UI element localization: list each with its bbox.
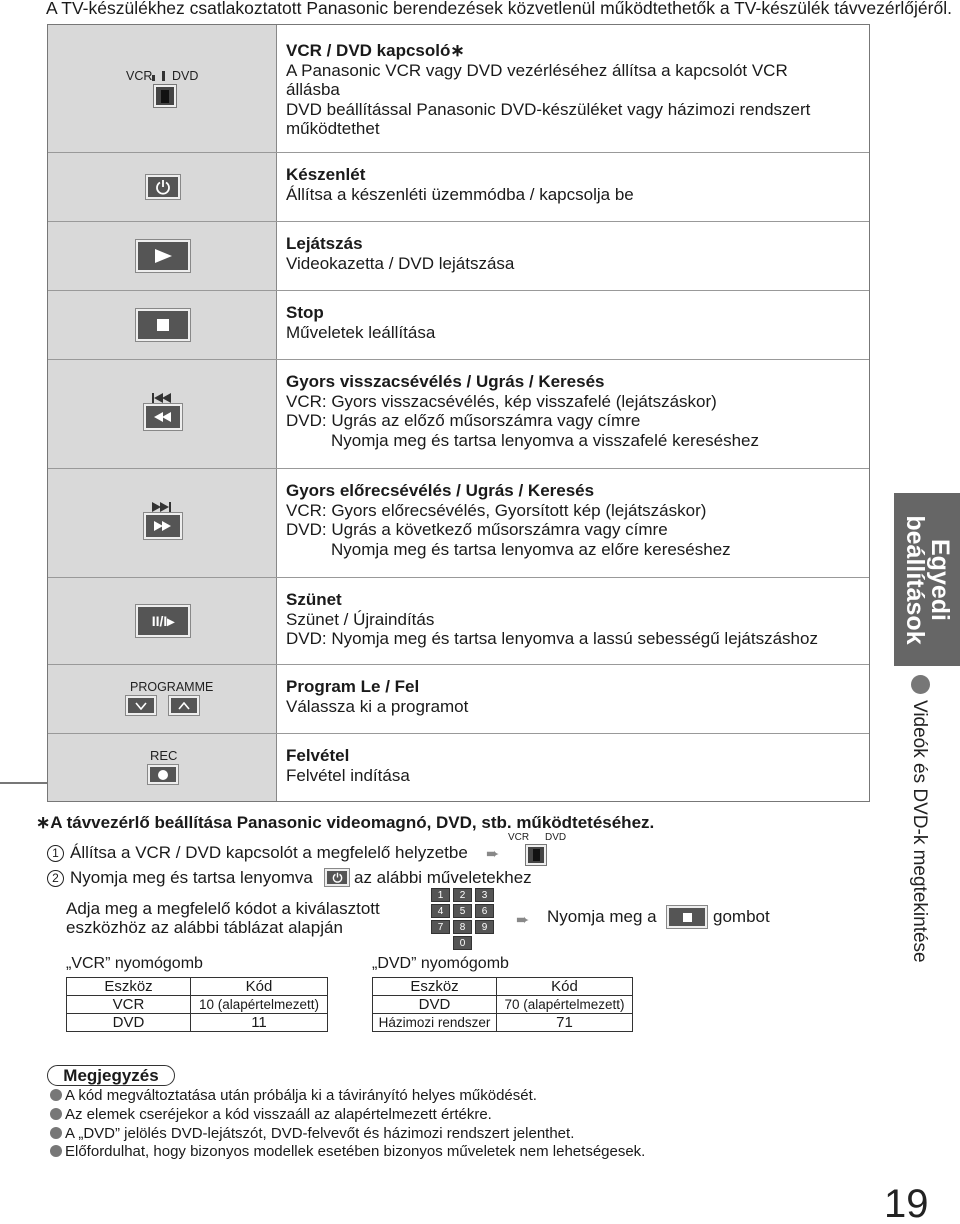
programme-label: PROGRAMME — [130, 680, 214, 694]
keypad-key: 3 — [475, 888, 494, 902]
code-instruction-2: eszközhöz az alábbi táblázat alapján — [66, 918, 343, 937]
table-row — [48, 578, 869, 665]
row-line: DVD: Nyomja meg és tartsa lenyomva a lassú sebességű lejátszáshoz — [286, 629, 818, 648]
rec-label: REC — [150, 748, 178, 763]
table-row — [67, 1014, 328, 1032]
row-line: VCR: Gyors visszacsévélés, kép visszafelé (lejátszáskor) — [286, 391, 717, 411]
arrow-icon: ➨ — [516, 912, 530, 929]
row-title: Lejátszás — [286, 234, 363, 253]
step-number-1: 1 — [47, 845, 64, 862]
table-cell: 71 — [497, 1014, 633, 1032]
pause-icon[interactable]: II/I▸ — [136, 605, 190, 637]
power-icon — [325, 869, 349, 886]
stop-icon[interactable] — [136, 309, 190, 341]
row-line — [286, 431, 759, 451]
program-down-button[interactable] — [126, 696, 156, 715]
table-row — [48, 469, 869, 578]
row-line: DVD: Ugrás az előző műsorszámra vagy címre — [286, 411, 641, 430]
table-row — [373, 996, 633, 1014]
keypad-key: 7 — [431, 920, 450, 934]
row-line: állásba — [286, 80, 340, 99]
table-cell: DVD — [67, 1014, 191, 1032]
row-title: Gyors előrecsévélés / Ugrás / Keresés — [286, 481, 595, 500]
table-row — [48, 734, 869, 803]
row-title: Szünet — [286, 590, 342, 609]
bullet-dot-icon — [50, 1145, 62, 1157]
row-line: Állítsa a készenléti üzemmódba / kapcsolja be — [286, 184, 634, 204]
table-cell: 10 (alapértelmezett) — [191, 996, 328, 1014]
press-text-b: gombot — [713, 907, 770, 926]
row-line-indented: Nyomja meg és tartsa lenyomva az előre kereséshez — [331, 539, 731, 559]
note-text: A „DVD” jelölés DVD-lejátszót, DVD-felvevőt és házimozi rendszert jelenthet. — [65, 1125, 575, 1142]
note-text: Az elemek cseréjekor a kód visszaáll az alapértelmezett értékre. — [65, 1106, 492, 1123]
row-line: Videokazetta / DVD lejátszása — [286, 253, 515, 273]
row-line: Válassza ki a programot — [286, 696, 469, 716]
dvd-label: DVD — [545, 832, 567, 843]
row-line: Műveletek leállítása — [286, 322, 436, 342]
intro-text: A TV-készülékhez csatlakoztatott Panasonic berendezések közvetlenül működtethetők a TV-készülék távvezérlőjéről. — [46, 0, 952, 18]
setup-heading: ∗A távvezérlő beállítása Panasonic videomagnó, DVD, stb. működtetéséhez. — [36, 813, 655, 832]
row-desc — [286, 165, 634, 204]
row-line: VCR: Gyors előrecsévélés, Gyorsított kép (lejátszáskor) — [286, 500, 707, 520]
table-header: Eszköz — [67, 978, 191, 996]
row-line: DVD beállítással Panasonic DVD-készüléket vagy házimozi rendszert — [286, 99, 811, 119]
note-item — [50, 1087, 537, 1104]
code-instruction-1: Adja meg a megfelelő kódot a kiválasztott — [66, 899, 380, 918]
function-table — [47, 24, 870, 802]
bullet-dot-icon — [50, 1089, 62, 1101]
arrow-icon: ➨ — [486, 846, 500, 863]
table-cell: Házimozi rendszer — [373, 1014, 497, 1032]
keypad-key: 6 — [475, 904, 494, 918]
step-1-text: Állítsa a VCR / DVD kapcsolót a megfelelő helyzetbe — [70, 843, 468, 862]
section-subtitle-text: Videók és DVD-k megtekintése — [909, 700, 930, 963]
bullet-dot-icon — [50, 1127, 62, 1139]
stop-icon — [667, 906, 707, 928]
section-tab — [894, 493, 960, 666]
table-row — [373, 1014, 633, 1032]
table-row — [48, 153, 869, 222]
row-desc — [286, 481, 731, 559]
row-title: Program Le / Fel — [286, 677, 420, 696]
keypad-key: 4 — [431, 904, 450, 918]
bullet-dot-icon — [50, 1108, 62, 1120]
note-text: A kód megváltoztatása után próbálja ki a távirányító helyes működését. — [65, 1087, 537, 1104]
row-title: Felvétel — [286, 746, 350, 765]
note-label: Megjegyzés — [47, 1065, 175, 1086]
keypad-key: 5 — [453, 904, 472, 918]
table-row — [48, 665, 869, 734]
bullet-dot-icon — [911, 675, 930, 694]
vcr-label: VCR — [508, 832, 530, 843]
table-cell: DVD — [373, 996, 497, 1014]
note-item — [50, 1143, 645, 1160]
row-line-indented: Nyomja meg és tartsa lenyomva a visszafelé kereséshez — [331, 430, 760, 450]
row-desc — [286, 234, 514, 273]
row-title: Stop — [286, 303, 324, 322]
keypad-key: 9 — [475, 920, 494, 934]
row-line: Felvétel indítása — [286, 765, 410, 785]
vcr-dvd-switch-icon[interactable] — [154, 85, 176, 107]
vcr-label: VCR — [126, 69, 153, 83]
table-header: Kód — [191, 978, 328, 996]
table-header: Kód — [497, 978, 633, 996]
play-icon[interactable] — [136, 240, 190, 272]
setup-step-1 — [47, 843, 468, 863]
row-line: működtethet — [286, 119, 380, 138]
row-line: A Panasonic VCR vagy DVD vezérléséhez állítsa a kapcsolót VCR — [286, 60, 788, 80]
section-tab-line-1: Egyedi — [926, 538, 954, 621]
keypad-key: 1 — [431, 888, 450, 902]
row-title: Gyors visszacsévélés / Ugrás / Keresés — [286, 372, 605, 391]
program-up-button[interactable] — [169, 696, 199, 715]
row-desc — [286, 303, 435, 342]
table-row — [48, 291, 869, 360]
edge-line — [0, 782, 47, 784]
fast-forward-icon[interactable] — [144, 513, 182, 539]
row-desc — [286, 372, 759, 450]
note-text: Előfordulhat, hogy bizonyos modellek esetében bizonyos műveletek nem lehetségesek. — [65, 1143, 646, 1160]
rewind-icon[interactable] — [144, 404, 182, 430]
row-line: DVD: Ugrás a következő műsorszámra vagy címre — [286, 520, 668, 539]
row-desc — [286, 590, 818, 649]
page-number: 19 — [884, 1182, 929, 1224]
row-line — [286, 540, 731, 560]
table-cell: 70 (alapértelmezett) — [497, 996, 633, 1014]
section-tab-label — [902, 515, 952, 644]
dvd-code-table — [372, 977, 633, 1032]
record-icon[interactable] — [148, 765, 178, 784]
power-icon[interactable] — [146, 175, 180, 199]
section-tab-line-2: beállítások — [901, 514, 929, 645]
table-cell: VCR — [67, 996, 191, 1014]
row-desc — [286, 41, 810, 139]
table-header: Eszköz — [373, 978, 497, 996]
row-title: Készenlét — [286, 165, 366, 184]
step-2-text-b: az alábbi műveletekhez — [354, 868, 532, 887]
table-row — [67, 996, 328, 1014]
step-number-2: 2 — [47, 870, 64, 887]
table-row — [48, 25, 869, 153]
keypad-key: 2 — [453, 888, 472, 902]
vcr-code-table — [66, 977, 328, 1032]
row-line: Szünet / Újraindítás — [286, 609, 435, 629]
row-desc — [286, 746, 410, 785]
vcr-dvd-switch-icon — [526, 845, 546, 865]
table-row — [48, 222, 869, 291]
note-item — [50, 1106, 492, 1123]
table-header-row — [67, 978, 328, 996]
keypad-key: 8 — [453, 920, 472, 934]
table-row — [48, 360, 869, 469]
table-cell: 11 — [191, 1014, 328, 1032]
dvd-label: DVD — [172, 69, 199, 83]
note-item — [50, 1125, 574, 1142]
row-title: VCR / DVD kapcsoló∗ — [286, 41, 465, 60]
press-text-a: Nyomja meg a — [547, 907, 657, 926]
step-2-text-a: Nyomja meg és tartsa lenyomva — [70, 868, 313, 887]
vcr-table-caption: „VCR” nyomógomb — [66, 955, 203, 972]
dvd-table-caption: „DVD” nyomógomb — [372, 955, 509, 972]
keypad-key: 0 — [453, 936, 472, 950]
table-header-row — [373, 978, 633, 996]
setup-step-2 — [47, 868, 313, 888]
row-desc — [286, 677, 468, 716]
